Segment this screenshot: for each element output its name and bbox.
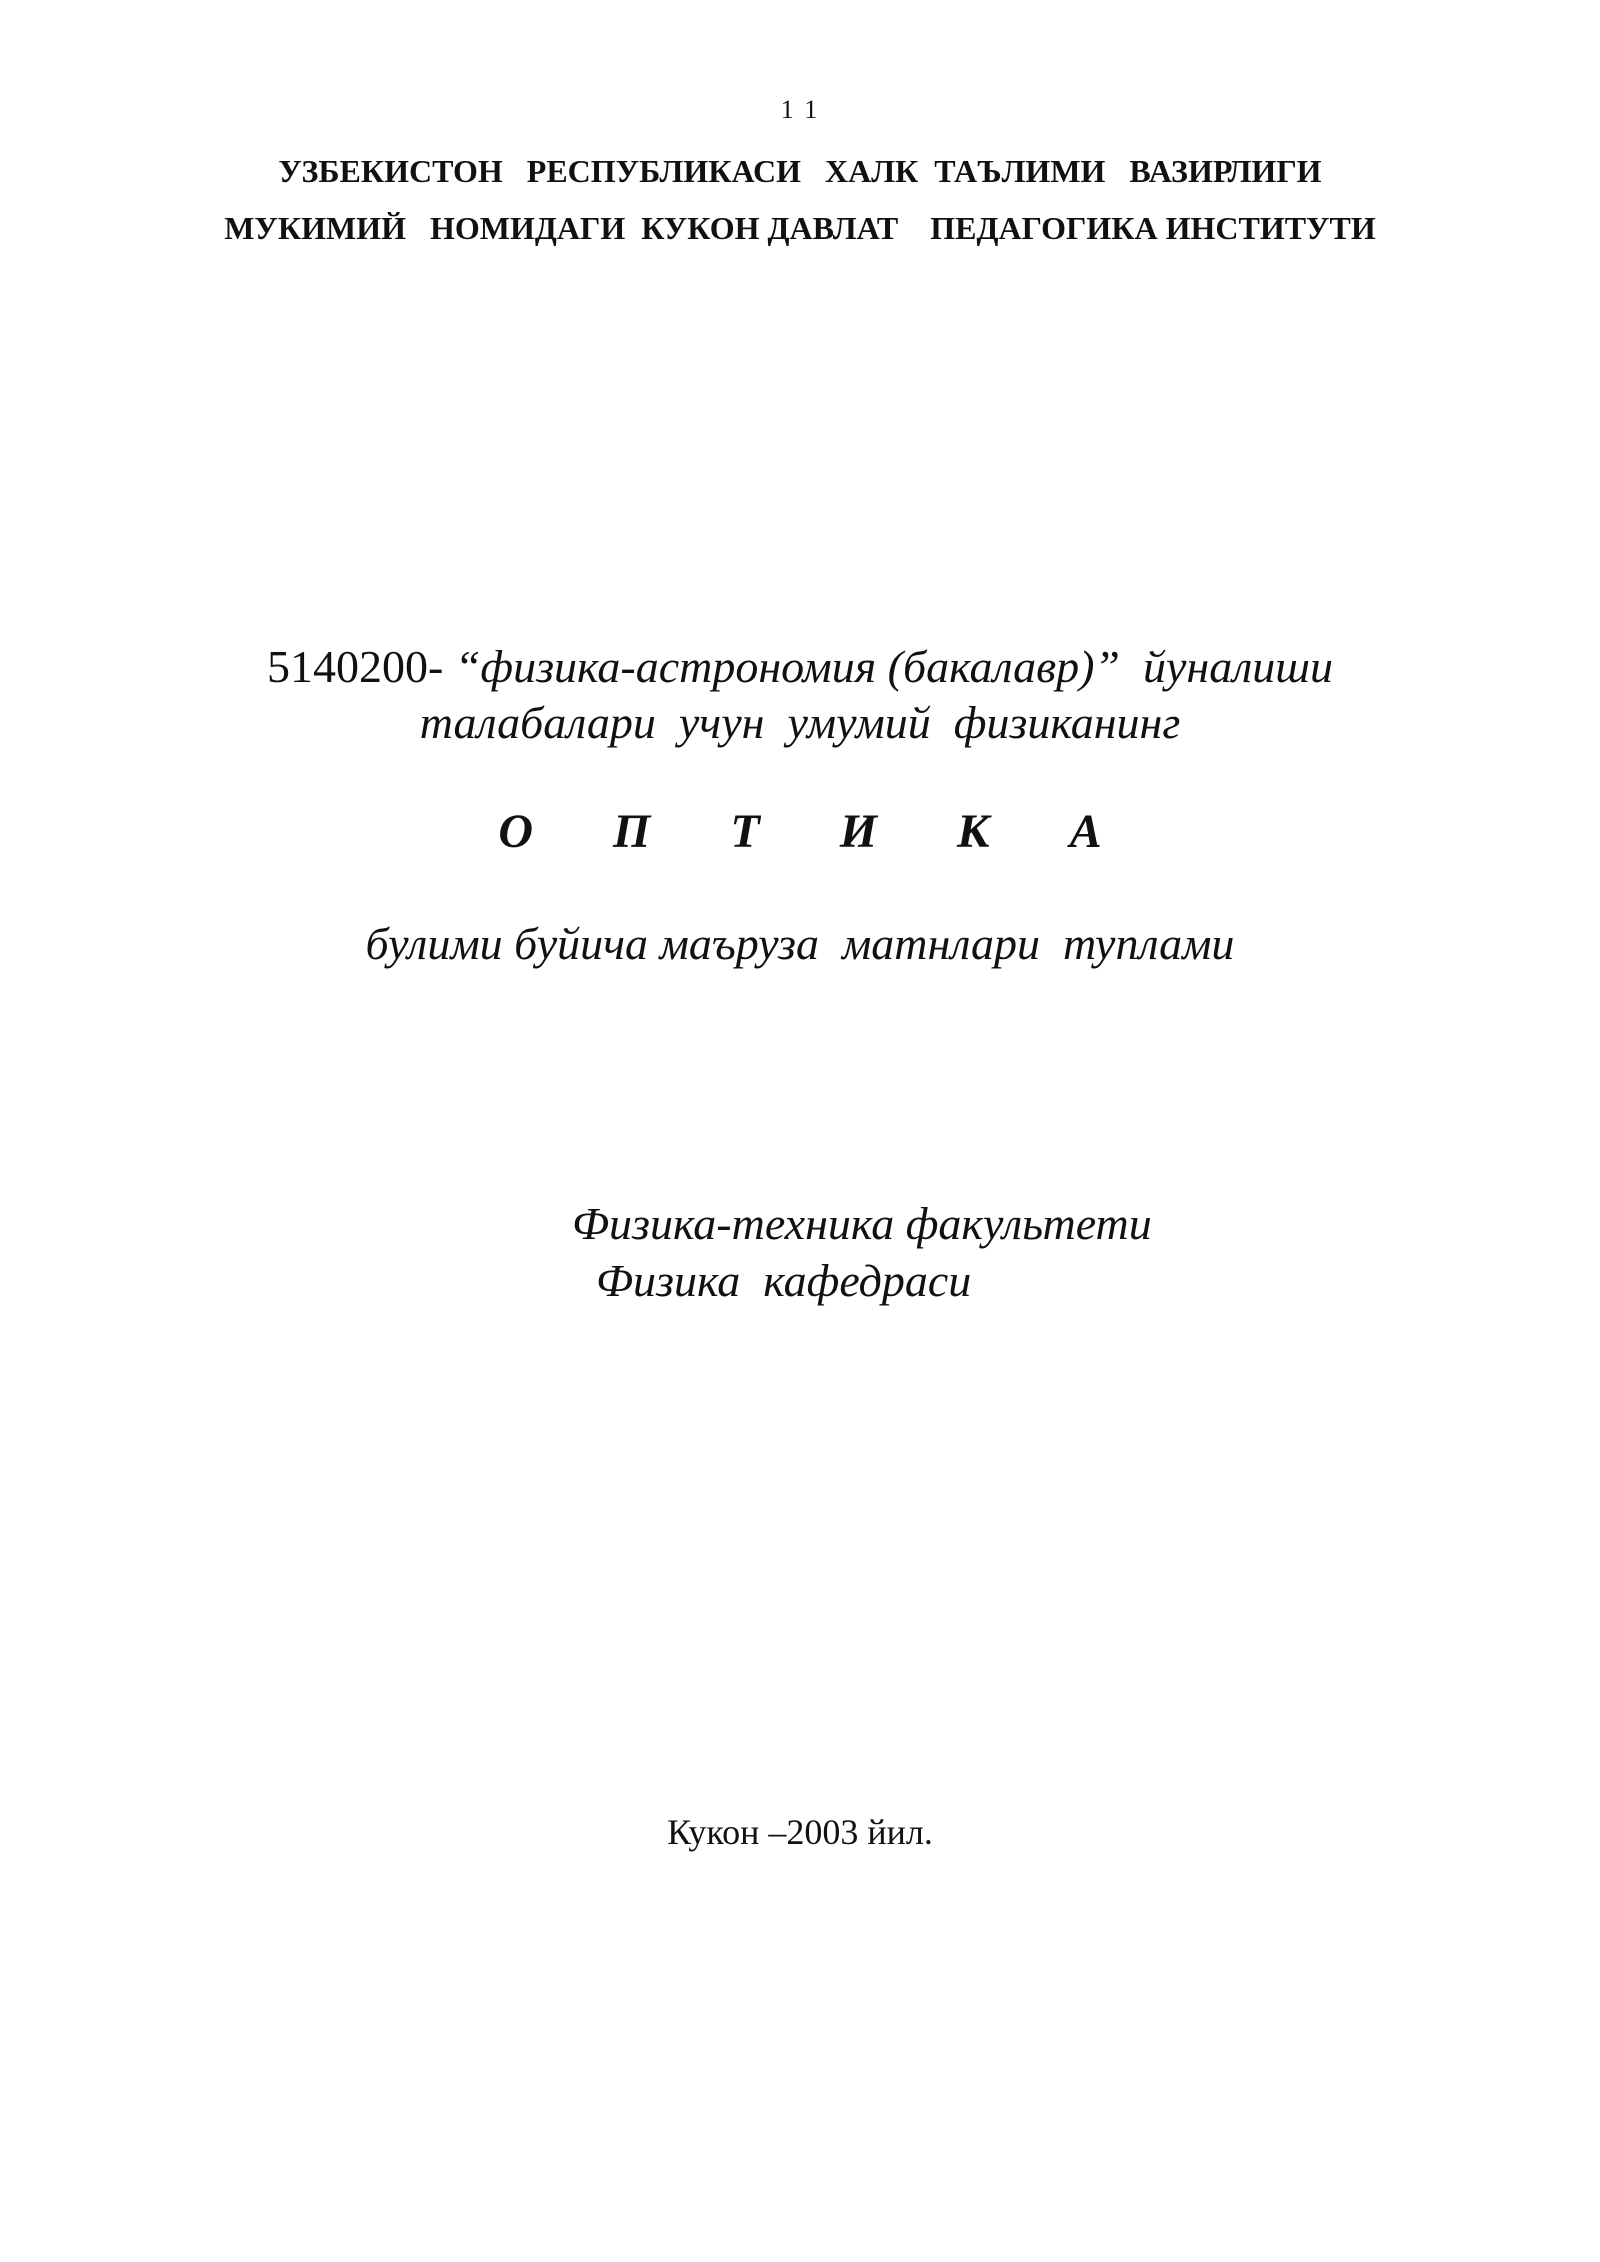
specialty-line [0,641,1600,692]
institute-heading: МУКИМИЙ НОМИДАГИ КУКОН ДАВЛАТ ПЕДАГОГИКА ИНСТИТУТИ [224,210,1376,246]
faculty-name: Физика-техника факультети [572,1198,1152,1249]
specialty-name: “физика-астрономия (бакалавр)” йуналиши [454,641,1333,692]
subject-title: О П Т И К А [498,805,1136,858]
page-number: 1 1 [780,95,820,124]
specialty-code: 5140200- [267,641,455,692]
chair-name: Физика кафедраси [596,1255,972,1306]
audience-line: талабалари учун умумий физиканинг [419,697,1181,748]
city-year: Кукон –2003 йил. [667,1812,933,1852]
ministry-heading: УЗБЕКИСТОН РЕСПУБЛИКАСИ ХАЛК ТАЪЛИМИ ВАЗИРЛИГИ [278,153,1322,189]
collection-subtitle: булими буйича маъруза матнлари туплами [365,918,1235,969]
